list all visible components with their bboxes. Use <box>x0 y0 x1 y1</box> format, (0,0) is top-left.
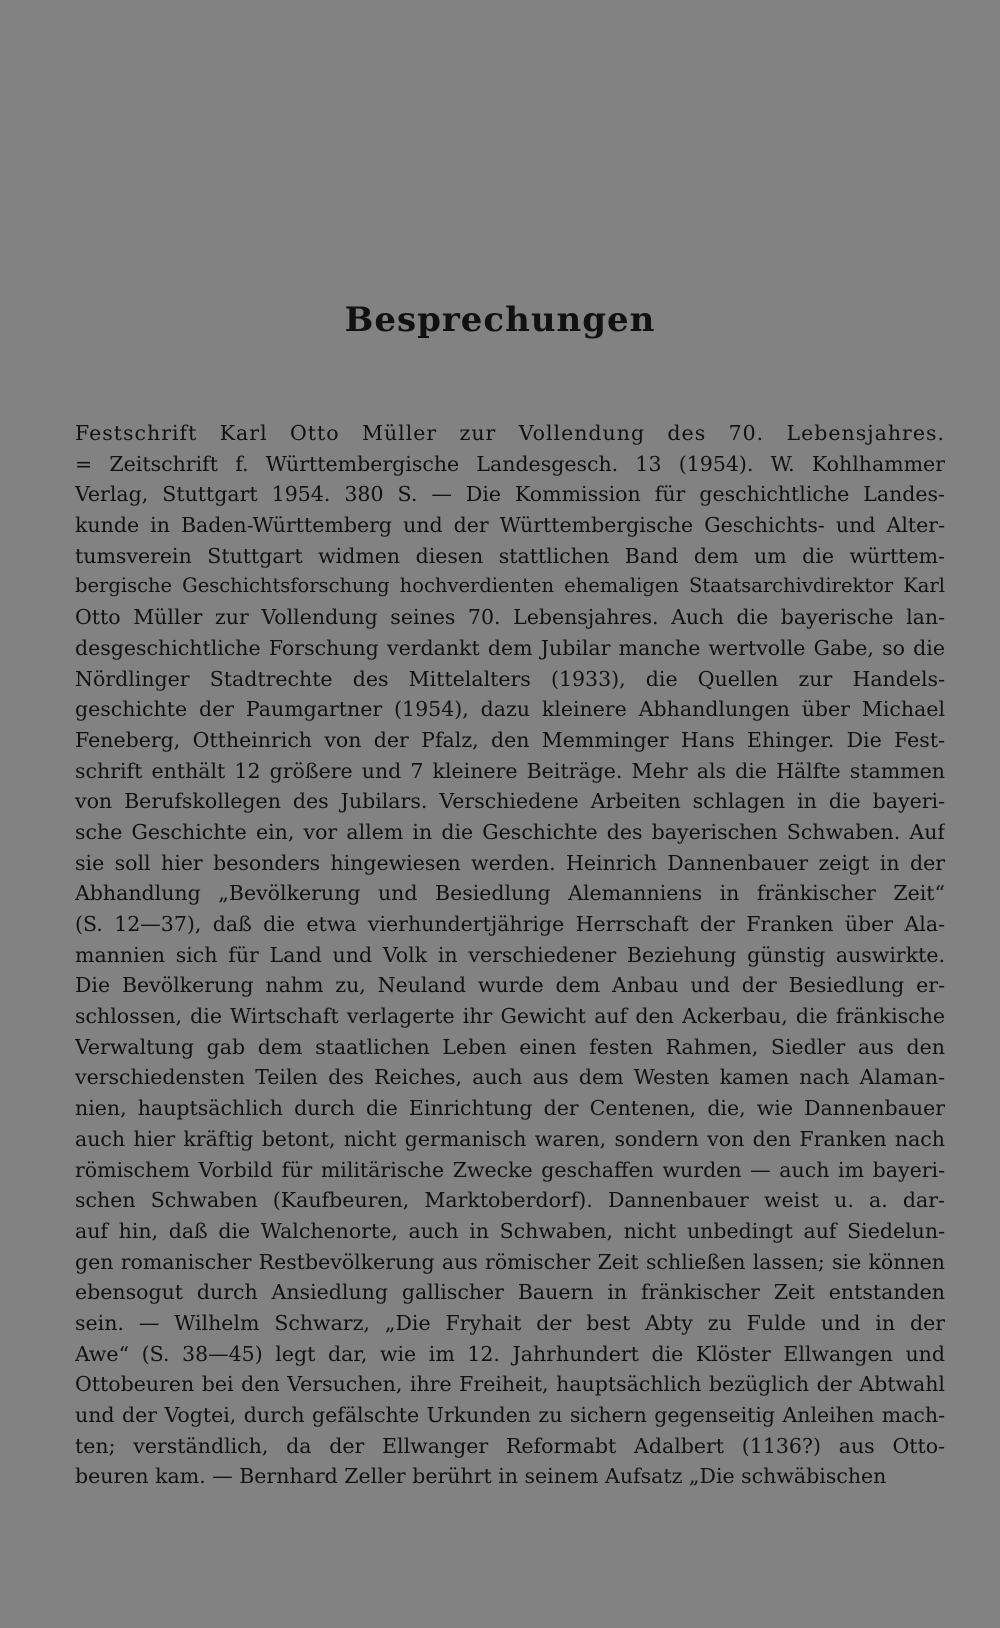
review-text-block <box>75 418 945 1492</box>
text-line: bergische Geschichtsforschung hochverdienten ehemaligen Staatsarchivdirektor Karl <box>75 574 945 598</box>
text-line: Awe“ (S. 38—45) legt dar, wie im 12. Jahrhundert die Klöster Ellwangen und <box>75 1341 945 1366</box>
text-line: ten; verständlich, da der Ellwanger Reformabt Adalbert (1136?) aus Otto- <box>75 1433 945 1458</box>
page-heading: Besprechungen <box>344 300 656 340</box>
text-line: und der Vogtei, durch gefälschte Urkunden zu sichern gegenseitig Anleihen mach- <box>75 1403 945 1427</box>
text-line: nien, hauptsächlich durch die Einrichtung der Centenen, die, wie Dannenbauer <box>75 1096 945 1121</box>
text-line: Die Bevölkerung nahm zu, Neuland wurde dem Anbau und der Besiedlung er- <box>75 973 945 998</box>
text-line: schen Schwaben (Kaufbeuren, Marktoberdorf). Dannenbauer weist u. a. dar- <box>75 1188 945 1213</box>
text-line: sche Geschichte ein, vor allem in die Geschichte des bayerischen Schwaben. Auf <box>75 819 945 844</box>
text-line: gen romanischer Restbevölkerung aus römischer Zeit schließen lassen; sie können <box>75 1249 945 1274</box>
text-line: Festschrift Karl Otto Müller zur Vollendung des 70. Lebensjahres. <box>75 421 945 445</box>
text-line: von Berufskollegen des Jubilars. Verschiedene Arbeiten schlagen in die bayeri- <box>75 789 945 814</box>
text-line: Abhandlung „Bevölkerung und Besiedlung Alemanniens in fränkischer Zeit“ <box>75 881 945 906</box>
text-line: kunde in Baden-Württemberg und der Württembergische Geschichts- und Alter- <box>75 513 945 538</box>
text-line: Otto Müller zur Vollendung seines 70. Lebensjahres. Auch die bayerische lan- <box>75 605 945 630</box>
text-line: römischem Vorbild für militärische Zwecke geschaffen wurden — auch im bayeri- <box>75 1157 945 1182</box>
text-line: beuren kam. — Bernhard Zeller berührt in seinem Aufsatz „Die schwäbischen <box>75 1464 887 1489</box>
text-line: schrift enthält 12 größere und 7 kleinere Beiträge. Mehr als die Hälfte stammen <box>75 758 945 783</box>
text-line: desgeschichtliche Forschung verdankt dem Jubilar manche wertvolle Gabe, so die <box>75 635 945 660</box>
text-line: sie soll hier besonders hingewiesen werden. Heinrich Dannenbauer zeigt in der <box>75 850 945 875</box>
text-line: (S. 12—37), daß die etwa vierhundertjährige Herrschaft der Franken über Ala- <box>75 912 945 936</box>
text-line: ebensogut durch Ansiedlung gallischer Bauern in fränkischer Zeit entstanden <box>75 1280 945 1305</box>
text-line: schlossen, die Wirtschaft verlagerte ihr Gewicht auf den Ackerbau, die fränkische <box>75 1004 945 1029</box>
text-line: verschiedensten Teilen des Reiches, auch aus dem Westen kamen nach Alaman- <box>75 1065 945 1090</box>
text-line: = Zeitschrift f. Württembergische Landesgesch. 13 (1954). W. Kohlhammer <box>75 451 945 476</box>
text-line: Nördlinger Stadtrechte des Mittelalters (1933), die Quellen zur Handels- <box>75 666 945 691</box>
text-line: Verlag, Stuttgart 1954. 380 S. — Die Kommission für geschichtliche Landes- <box>75 482 945 507</box>
text-line: geschichte der Paumgartner (1954), dazu kleinere Abhandlungen über Michael <box>75 697 945 722</box>
text-line: Verwaltung gab dem staatlichen Leben einen festen Rahmen, Siedler aus den <box>75 1034 945 1059</box>
text-line: Feneberg, Ottheinrich von der Pfalz, den Memminger Hans Ehinger. Die Fest- <box>75 727 945 752</box>
text-line: Ottobeuren bei den Versuchen, ihre Freiheit, hauptsächlich bezüglich der Abtwahl <box>75 1372 945 1397</box>
text-line: mannien sich für Land und Volk in verschiedener Beziehung günstig auswirkte. <box>75 942 945 967</box>
text-line: tumsverein Stuttgart widmen diesen stattlichen Band dem um die württem- <box>75 543 945 568</box>
text-line: auch hier kräftig betont, nicht germanisch waren, sondern von den Franken nach <box>75 1126 945 1151</box>
text-line: sein. — Wilhelm Schwarz, „Die Fryhait der best Abty zu Fulde und in der <box>75 1310 945 1335</box>
text-line: auf hin, daß die Walchenorte, auch in Schwaben, nicht unbedingt auf Siedelun- <box>75 1218 945 1243</box>
